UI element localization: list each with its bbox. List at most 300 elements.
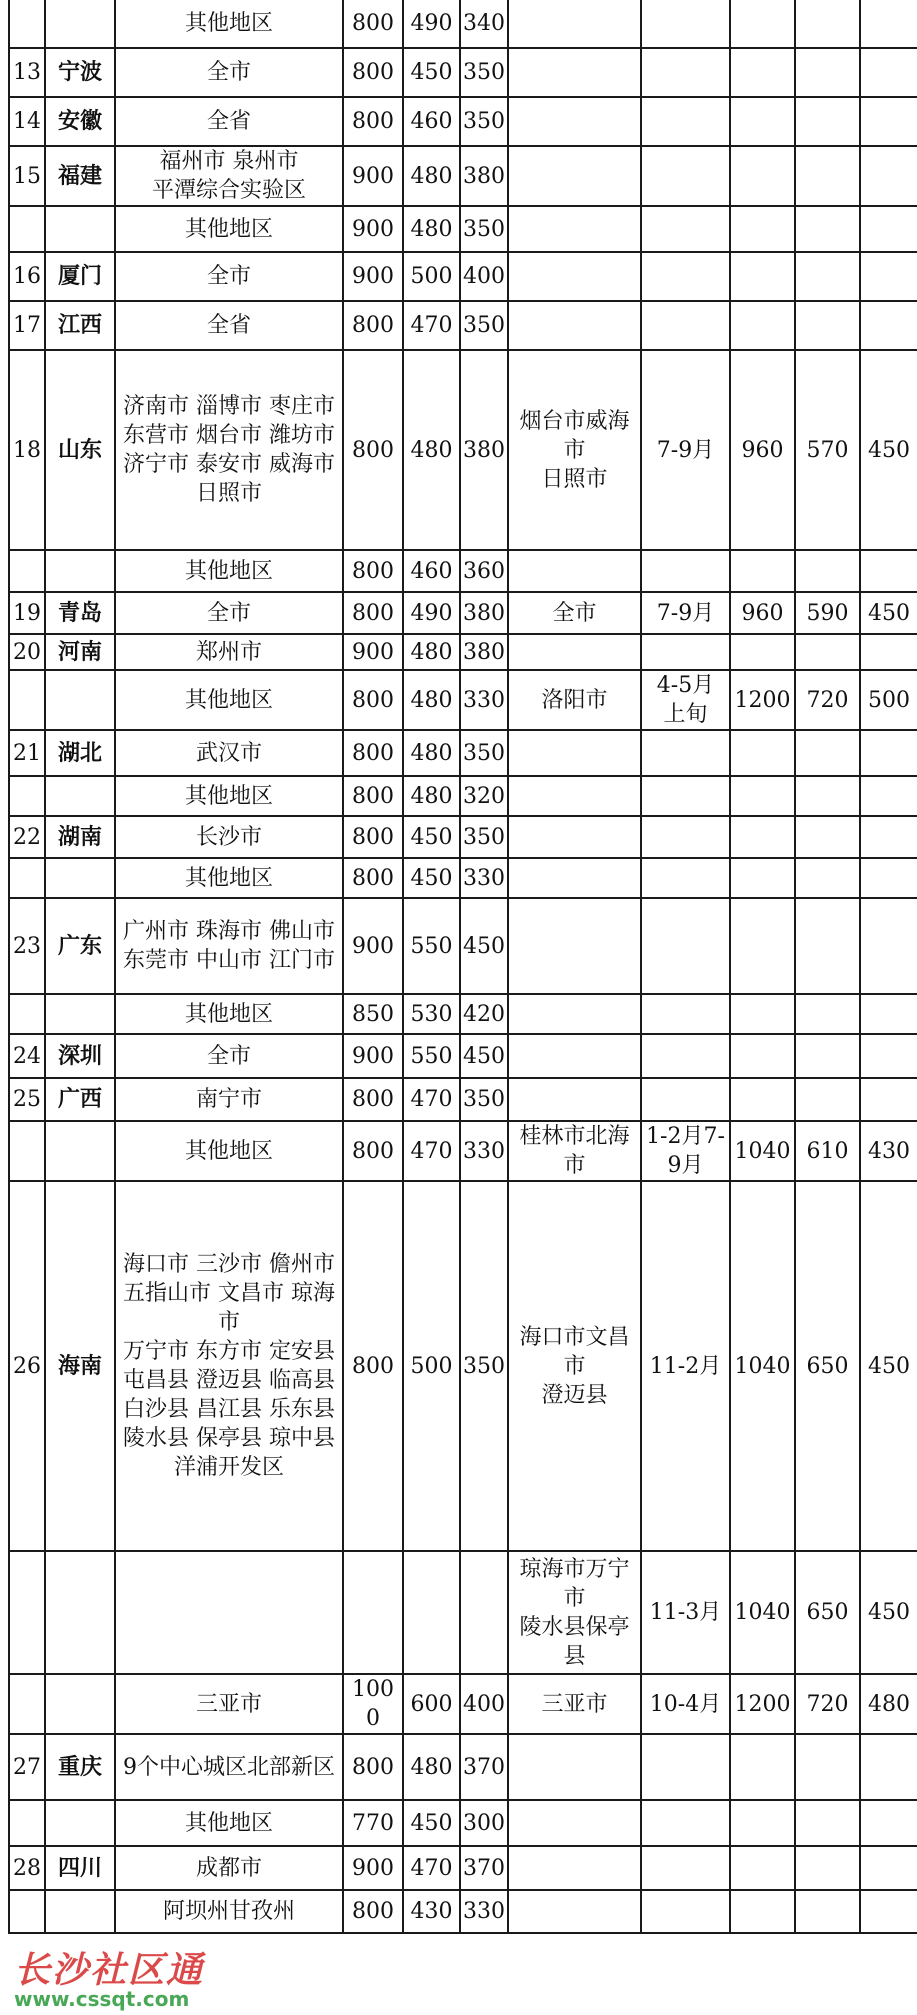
peak-season-period — [641, 1846, 730, 1890]
peak-dept-level-standard: 570 — [795, 350, 860, 550]
province-cell — [45, 1890, 115, 1933]
peak-accommodation-standard: 1040 — [730, 1181, 795, 1551]
accommodation-standard: 1000 — [343, 1674, 403, 1734]
peak-season-period — [641, 252, 730, 301]
accommodation-standard: 900 — [343, 1846, 403, 1890]
peak-dept-level-standard: 590 — [795, 592, 860, 634]
peak-accommodation-standard — [730, 776, 795, 816]
row-number: 28 — [9, 1846, 45, 1890]
other-staff-standard: 380 — [460, 350, 508, 550]
city-cell: 全市 — [115, 1034, 343, 1078]
province-cell — [45, 1121, 115, 1181]
peak-other-staff-standard — [860, 858, 917, 898]
peak-other-staff-standard — [860, 252, 917, 301]
city-cell: 三亚市 — [115, 1674, 343, 1734]
city-cell: 福州市 泉州市 平潭综合实验区 — [115, 146, 343, 206]
other-staff-standard: 330 — [460, 1890, 508, 1933]
province-cell: 江西 — [45, 301, 115, 350]
province-cell: 海南 — [45, 1181, 115, 1551]
province-cell: 河南 — [45, 634, 115, 670]
peak-other-staff-standard — [860, 97, 917, 146]
peak-other-staff-standard — [860, 146, 917, 206]
peak-accommodation-standard — [730, 858, 795, 898]
table-row — [9, 1800, 917, 1846]
accommodation-standard: 800 — [343, 858, 403, 898]
peak-dept-level-standard — [795, 1734, 860, 1800]
row-number: 23 — [9, 898, 45, 994]
other-staff-standard: 350 — [460, 206, 508, 252]
accommodation-standard — [343, 1551, 403, 1674]
table-row — [9, 1846, 917, 1890]
peak-other-staff-standard — [860, 1846, 917, 1890]
row-number: 13 — [9, 48, 45, 97]
table-row — [9, 816, 917, 858]
row-number: 19 — [9, 592, 45, 634]
peak-accommodation-standard — [730, 1034, 795, 1078]
peak-season-city — [508, 97, 641, 146]
province-cell — [45, 670, 115, 730]
peak-dept-level-standard — [795, 858, 860, 898]
dept-level-standard: 490 — [403, 0, 460, 48]
peak-dept-level-standard — [795, 1890, 860, 1933]
peak-other-staff-standard — [860, 206, 917, 252]
peak-dept-level-standard — [795, 0, 860, 48]
peak-dept-level-standard — [795, 550, 860, 592]
peak-season-city — [508, 994, 641, 1034]
peak-accommodation-standard — [730, 550, 795, 592]
table-row — [9, 994, 917, 1034]
city-cell: 海口市 三沙市 儋州市 五指山市 文昌市 琼海市 万宁市 东方市 定安县 屯昌县 澄迈县 临高县 白沙县 昌江县 乐东县 陵水县 保亭县 琼中县 洋浦开发区 — [115, 1181, 343, 1551]
province-cell: 广西 — [45, 1078, 115, 1121]
city-cell: 全市 — [115, 48, 343, 97]
peak-other-staff-standard — [860, 994, 917, 1034]
other-staff-standard: 400 — [460, 252, 508, 301]
dept-level-standard — [403, 1551, 460, 1674]
peak-season-period — [641, 1800, 730, 1846]
peak-dept-level-standard — [795, 97, 860, 146]
row-number — [9, 1800, 45, 1846]
peak-season-city — [508, 252, 641, 301]
province-cell — [45, 206, 115, 252]
peak-season-period — [641, 301, 730, 350]
peak-season-city — [508, 1078, 641, 1121]
province-cell: 重庆 — [45, 1734, 115, 1800]
peak-accommodation-standard — [730, 206, 795, 252]
peak-season-period — [641, 776, 730, 816]
peak-season-period — [641, 898, 730, 994]
peak-season-period — [641, 1890, 730, 1933]
accommodation-standard: 770 — [343, 1800, 403, 1846]
peak-other-staff-standard — [860, 1890, 917, 1933]
city-cell: 成都市 — [115, 1846, 343, 1890]
province-cell: 山东 — [45, 350, 115, 550]
peak-season-city — [508, 1034, 641, 1078]
peak-season-period: 7-9月 — [641, 592, 730, 634]
row-number: 17 — [9, 301, 45, 350]
peak-accommodation-standard — [730, 0, 795, 48]
peak-other-staff-standard — [860, 634, 917, 670]
dept-level-standard: 480 — [403, 1734, 460, 1800]
city-cell: 其他地区 — [115, 1800, 343, 1846]
table-row — [9, 1034, 917, 1078]
dept-level-standard: 460 — [403, 550, 460, 592]
accommodation-standard: 850 — [343, 994, 403, 1034]
peak-other-staff-standard — [860, 1078, 917, 1121]
table-row — [9, 252, 917, 301]
table-row — [9, 0, 917, 48]
province-cell — [45, 858, 115, 898]
province-cell — [45, 1800, 115, 1846]
peak-season-city: 烟台市威海市 日照市 — [508, 350, 641, 550]
other-staff-standard: 400 — [460, 1674, 508, 1734]
peak-accommodation-standard — [730, 1846, 795, 1890]
province-cell: 四川 — [45, 1846, 115, 1890]
other-staff-standard: 370 — [460, 1846, 508, 1890]
accommodation-standard: 800 — [343, 670, 403, 730]
table-row — [9, 146, 917, 206]
peak-season-period — [641, 858, 730, 898]
peak-accommodation-standard — [730, 97, 795, 146]
peak-dept-level-standard — [795, 898, 860, 994]
other-staff-standard: 450 — [460, 1034, 508, 1078]
city-cell: 武汉市 — [115, 730, 343, 776]
peak-season-city — [508, 206, 641, 252]
peak-season-city — [508, 776, 641, 816]
city-cell: 郑州市 — [115, 634, 343, 670]
row-number — [9, 1121, 45, 1181]
peak-dept-level-standard — [795, 146, 860, 206]
table-row — [9, 1734, 917, 1800]
peak-season-city — [508, 1890, 641, 1933]
province-cell — [45, 776, 115, 816]
peak-accommodation-standard: 1200 — [730, 1674, 795, 1734]
peak-season-city: 琼海市万宁市 陵水县保亭县 — [508, 1551, 641, 1674]
other-staff-standard: 360 — [460, 550, 508, 592]
peak-other-staff-standard: 430 — [860, 1121, 917, 1181]
peak-season-city: 桂林市北海市 — [508, 1121, 641, 1181]
dept-level-standard: 430 — [403, 1890, 460, 1933]
table-row — [9, 97, 917, 146]
province-cell: 福建 — [45, 146, 115, 206]
peak-season-city — [508, 634, 641, 670]
peak-accommodation-standard — [730, 994, 795, 1034]
accommodation-standard: 800 — [343, 97, 403, 146]
table-row — [9, 898, 917, 994]
table-row — [9, 206, 917, 252]
province-cell — [45, 0, 115, 48]
peak-other-staff-standard — [860, 1800, 917, 1846]
accommodation-standard: 800 — [343, 1734, 403, 1800]
table-row — [9, 550, 917, 592]
row-number: 27 — [9, 1734, 45, 1800]
row-number — [9, 776, 45, 816]
peak-season-period — [641, 730, 730, 776]
peak-accommodation-standard: 1040 — [730, 1121, 795, 1181]
city-cell: 其他地区 — [115, 0, 343, 48]
peak-season-period — [641, 146, 730, 206]
table-row — [9, 1121, 917, 1181]
city-cell: 济南市 淄博市 枣庄市 东营市 烟台市 潍坊市 济宁市 泰安市 威海市 日照市 — [115, 350, 343, 550]
dept-level-standard: 470 — [403, 1846, 460, 1890]
peak-season-period — [641, 1734, 730, 1800]
peak-accommodation-standard — [730, 1800, 795, 1846]
dept-level-standard: 450 — [403, 48, 460, 97]
accommodation-standard: 900 — [343, 206, 403, 252]
other-staff-standard: 350 — [460, 816, 508, 858]
other-staff-standard: 350 — [460, 1181, 508, 1551]
accommodation-standard: 800 — [343, 301, 403, 350]
dept-level-standard: 530 — [403, 994, 460, 1034]
row-number: 26 — [9, 1181, 45, 1551]
other-staff-standard: 350 — [460, 301, 508, 350]
province-cell — [45, 1674, 115, 1734]
peak-accommodation-standard — [730, 1734, 795, 1800]
accommodation-standard: 900 — [343, 634, 403, 670]
row-number: 21 — [9, 730, 45, 776]
peak-dept-level-standard: 610 — [795, 1121, 860, 1181]
peak-season-period — [641, 816, 730, 858]
peak-season-city — [508, 816, 641, 858]
accommodation-standard: 900 — [343, 252, 403, 301]
peak-season-period: 4-5月 上旬 — [641, 670, 730, 730]
peak-season-city: 三亚市 — [508, 1674, 641, 1734]
peak-other-staff-standard — [860, 730, 917, 776]
peak-other-staff-standard: 480 — [860, 1674, 917, 1734]
row-number: 22 — [9, 816, 45, 858]
table-row — [9, 776, 917, 816]
peak-dept-level-standard: 720 — [795, 1674, 860, 1734]
dept-level-standard: 480 — [403, 350, 460, 550]
peak-season-city — [508, 48, 641, 97]
peak-dept-level-standard — [795, 301, 860, 350]
table-row — [9, 350, 917, 550]
peak-other-staff-standard: 450 — [860, 1551, 917, 1674]
other-staff-standard: 420 — [460, 994, 508, 1034]
other-staff-standard: 370 — [460, 1734, 508, 1800]
table-row — [9, 670, 917, 730]
peak-dept-level-standard — [795, 994, 860, 1034]
peak-other-staff-standard — [860, 301, 917, 350]
peak-dept-level-standard: 720 — [795, 670, 860, 730]
peak-season-period: 11-3月 — [641, 1551, 730, 1674]
table-row — [9, 730, 917, 776]
dept-level-standard: 450 — [403, 858, 460, 898]
peak-accommodation-standard — [730, 634, 795, 670]
peak-other-staff-standard: 450 — [860, 1181, 917, 1551]
table-row — [9, 858, 917, 898]
peak-other-staff-standard: 450 — [860, 592, 917, 634]
city-cell: 阿坝州甘孜州 — [115, 1890, 343, 1933]
other-staff-standard: 350 — [460, 48, 508, 97]
other-staff-standard: 350 — [460, 1078, 508, 1121]
peak-season-period — [641, 550, 730, 592]
province-cell — [45, 994, 115, 1034]
dept-level-standard: 480 — [403, 776, 460, 816]
table-row — [9, 1551, 917, 1674]
city-cell: 长沙市 — [115, 816, 343, 858]
peak-dept-level-standard — [795, 206, 860, 252]
city-cell: 其他地区 — [115, 550, 343, 592]
city-cell: 其他地区 — [115, 670, 343, 730]
peak-other-staff-standard — [860, 898, 917, 994]
other-staff-standard: 380 — [460, 634, 508, 670]
peak-other-staff-standard — [860, 816, 917, 858]
row-number — [9, 1551, 45, 1674]
peak-dept-level-standard — [795, 1034, 860, 1078]
other-staff-standard: 450 — [460, 898, 508, 994]
row-number: 14 — [9, 97, 45, 146]
peak-season-city: 海口市文昌市 澄迈县 — [508, 1181, 641, 1551]
peak-accommodation-standard — [730, 730, 795, 776]
peak-season-period: 7-9月 — [641, 350, 730, 550]
city-cell: 全市 — [115, 592, 343, 634]
other-staff-standard: 330 — [460, 1121, 508, 1181]
table-row — [9, 301, 917, 350]
peak-dept-level-standard — [795, 634, 860, 670]
dept-level-standard: 460 — [403, 97, 460, 146]
accommodation-standard: 800 — [343, 1078, 403, 1121]
peak-accommodation-standard — [730, 252, 795, 301]
province-cell — [45, 1551, 115, 1674]
dept-level-standard: 470 — [403, 1121, 460, 1181]
peak-dept-level-standard — [795, 1078, 860, 1121]
other-staff-standard: 380 — [460, 592, 508, 634]
row-number — [9, 1890, 45, 1933]
peak-season-city — [508, 858, 641, 898]
dept-level-standard: 450 — [403, 1800, 460, 1846]
city-cell: 其他地区 — [115, 206, 343, 252]
peak-season-city — [508, 550, 641, 592]
peak-season-city — [508, 898, 641, 994]
watermark-url: www.cssqt.com — [14, 1987, 190, 2011]
table-row — [9, 1078, 917, 1121]
peak-accommodation-standard: 960 — [730, 592, 795, 634]
table-row — [9, 1890, 917, 1933]
accommodation-standard: 900 — [343, 1034, 403, 1078]
accommodation-standard: 800 — [343, 592, 403, 634]
row-number — [9, 858, 45, 898]
travel-allowance-table — [8, 0, 917, 1934]
peak-accommodation-standard — [730, 146, 795, 206]
watermark-brand: 长沙社区通 — [14, 1950, 205, 1991]
province-cell — [45, 550, 115, 592]
peak-season-city — [508, 0, 641, 48]
city-cell: 全市 — [115, 252, 343, 301]
row-number — [9, 994, 45, 1034]
peak-dept-level-standard — [795, 776, 860, 816]
accommodation-standard: 800 — [343, 1181, 403, 1551]
city-cell: 全省 — [115, 97, 343, 146]
peak-dept-level-standard — [795, 48, 860, 97]
peak-dept-level-standard: 650 — [795, 1551, 860, 1674]
peak-accommodation-standard — [730, 1890, 795, 1933]
peak-accommodation-standard: 1200 — [730, 670, 795, 730]
peak-season-city: 全市 — [508, 592, 641, 634]
peak-other-staff-standard — [860, 550, 917, 592]
peak-season-period: 10-4月 — [641, 1674, 730, 1734]
row-number: 18 — [9, 350, 45, 550]
peak-other-staff-standard — [860, 0, 917, 48]
other-staff-standard: 330 — [460, 858, 508, 898]
province-cell: 广东 — [45, 898, 115, 994]
peak-other-staff-standard — [860, 1034, 917, 1078]
row-number: 16 — [9, 252, 45, 301]
accommodation-standard: 900 — [343, 898, 403, 994]
accommodation-standard: 900 — [343, 146, 403, 206]
dept-level-standard: 480 — [403, 634, 460, 670]
peak-accommodation-standard — [730, 301, 795, 350]
peak-accommodation-standard — [730, 898, 795, 994]
city-cell: 9个中心城区北部新区 — [115, 1734, 343, 1800]
dept-level-standard: 490 — [403, 592, 460, 634]
peak-season-period — [641, 634, 730, 670]
row-number: 20 — [9, 634, 45, 670]
row-number: 24 — [9, 1034, 45, 1078]
city-cell — [115, 1551, 343, 1674]
peak-accommodation-standard: 960 — [730, 350, 795, 550]
peak-accommodation-standard — [730, 48, 795, 97]
peak-season-period — [641, 0, 730, 48]
dept-level-standard: 550 — [403, 1034, 460, 1078]
peak-other-staff-standard — [860, 48, 917, 97]
peak-season-period: 11-2月 — [641, 1181, 730, 1551]
province-cell: 湖北 — [45, 730, 115, 776]
city-cell: 其他地区 — [115, 994, 343, 1034]
peak-other-staff-standard — [860, 1734, 917, 1800]
table-body — [9, 0, 917, 1933]
peak-other-staff-standard — [860, 776, 917, 816]
dept-level-standard: 600 — [403, 1674, 460, 1734]
accommodation-standard: 800 — [343, 48, 403, 97]
peak-season-city — [508, 730, 641, 776]
province-cell: 湖南 — [45, 816, 115, 858]
table-row — [9, 634, 917, 670]
other-staff-standard: 330 — [460, 670, 508, 730]
peak-season-city — [508, 1846, 641, 1890]
dept-level-standard: 480 — [403, 670, 460, 730]
dept-level-standard: 470 — [403, 1078, 460, 1121]
dept-level-standard: 450 — [403, 816, 460, 858]
peak-season-period: 1-2月7-9月 — [641, 1121, 730, 1181]
row-number — [9, 670, 45, 730]
row-number — [9, 1674, 45, 1734]
other-staff-standard: 350 — [460, 97, 508, 146]
table-row — [9, 48, 917, 97]
accommodation-standard: 800 — [343, 816, 403, 858]
peak-season-period — [641, 206, 730, 252]
peak-dept-level-standard — [795, 1800, 860, 1846]
row-number: 15 — [9, 146, 45, 206]
accommodation-standard: 800 — [343, 0, 403, 48]
table-row — [9, 1674, 917, 1734]
dept-level-standard: 480 — [403, 730, 460, 776]
peak-other-staff-standard: 450 — [860, 350, 917, 550]
peak-season-period — [641, 1078, 730, 1121]
city-cell: 全省 — [115, 301, 343, 350]
peak-season-period — [641, 1034, 730, 1078]
table-row — [9, 1181, 917, 1551]
other-staff-standard: 340 — [460, 0, 508, 48]
city-cell: 南宁市 — [115, 1078, 343, 1121]
accommodation-standard: 800 — [343, 1890, 403, 1933]
other-staff-standard: 380 — [460, 146, 508, 206]
other-staff-standard: 300 — [460, 1800, 508, 1846]
province-cell: 深圳 — [45, 1034, 115, 1078]
peak-dept-level-standard: 650 — [795, 1181, 860, 1551]
accommodation-standard: 800 — [343, 350, 403, 550]
peak-season-period — [641, 994, 730, 1034]
province-cell: 厦门 — [45, 252, 115, 301]
